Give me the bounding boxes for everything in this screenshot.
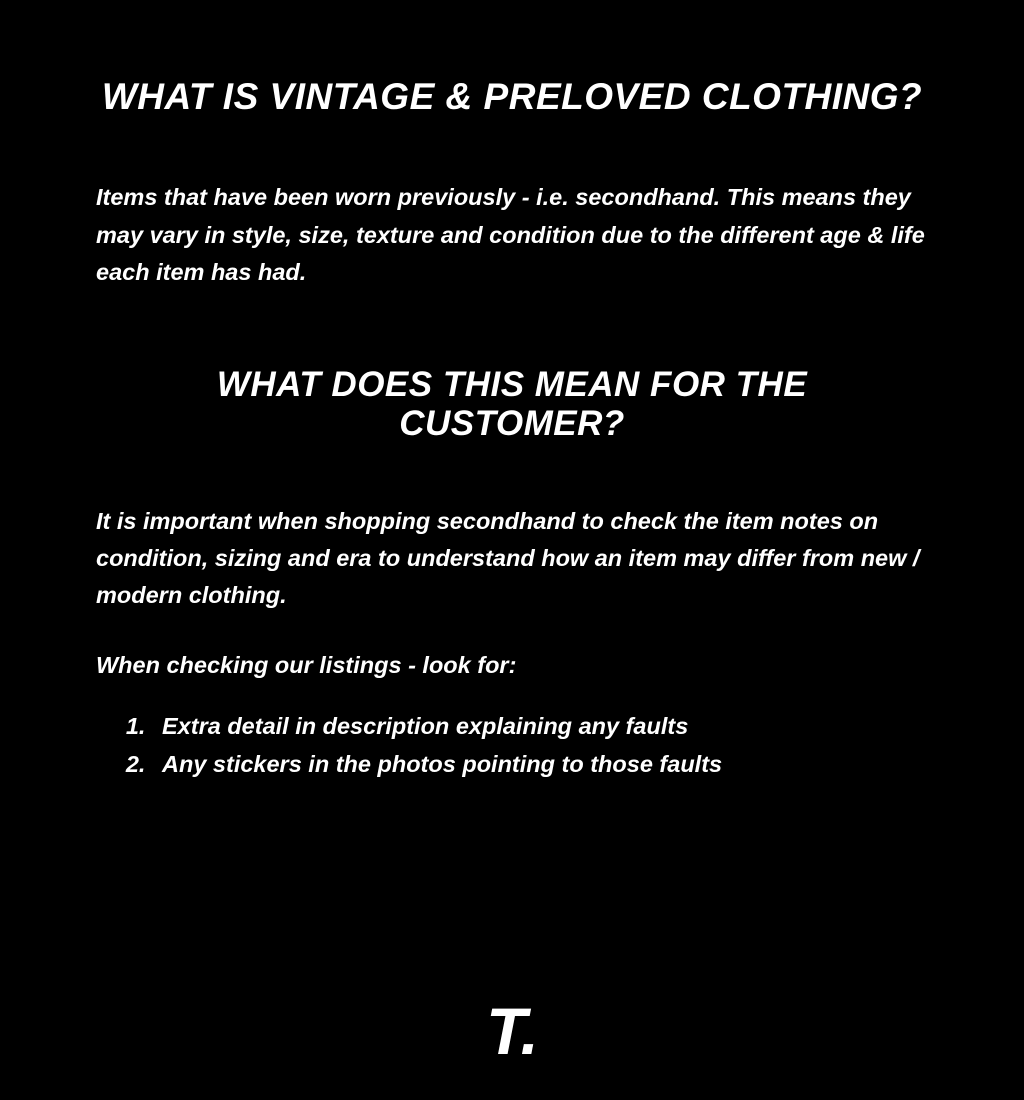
faults-list: [0, 707, 1024, 783]
paragraph-listings-prompt: When checking our listings - look for:: [96, 651, 517, 678]
list-item: 1. Extra detail in description explaining any faults: [152, 707, 1024, 745]
paragraph-definition: Items that have been worn previously - i.e. secondhand. This means they may vary in style, size, texture and condition due to the different age & life each item has had.: [96, 184, 925, 285]
list-item: 2. Any stickers in the photos pointing to those faults: [152, 745, 1024, 783]
brand-logo: [0, 994, 1024, 1068]
paragraph-customer-advice: It is important when shopping secondhand to check the item notes on condition, sizing and era to understand how an item may differ from new / modern clothing.: [96, 508, 920, 609]
infographic-page: [0, 76, 1024, 1100]
section-title-customer: WHAT DOES THIS MEAN FOR THE CUSTOMER?: [216, 364, 808, 443]
logo-mark-text: T.: [486, 994, 538, 1068]
page-title: WHAT IS VINTAGE & PRELOVED CLOTHING?: [101, 76, 923, 117]
